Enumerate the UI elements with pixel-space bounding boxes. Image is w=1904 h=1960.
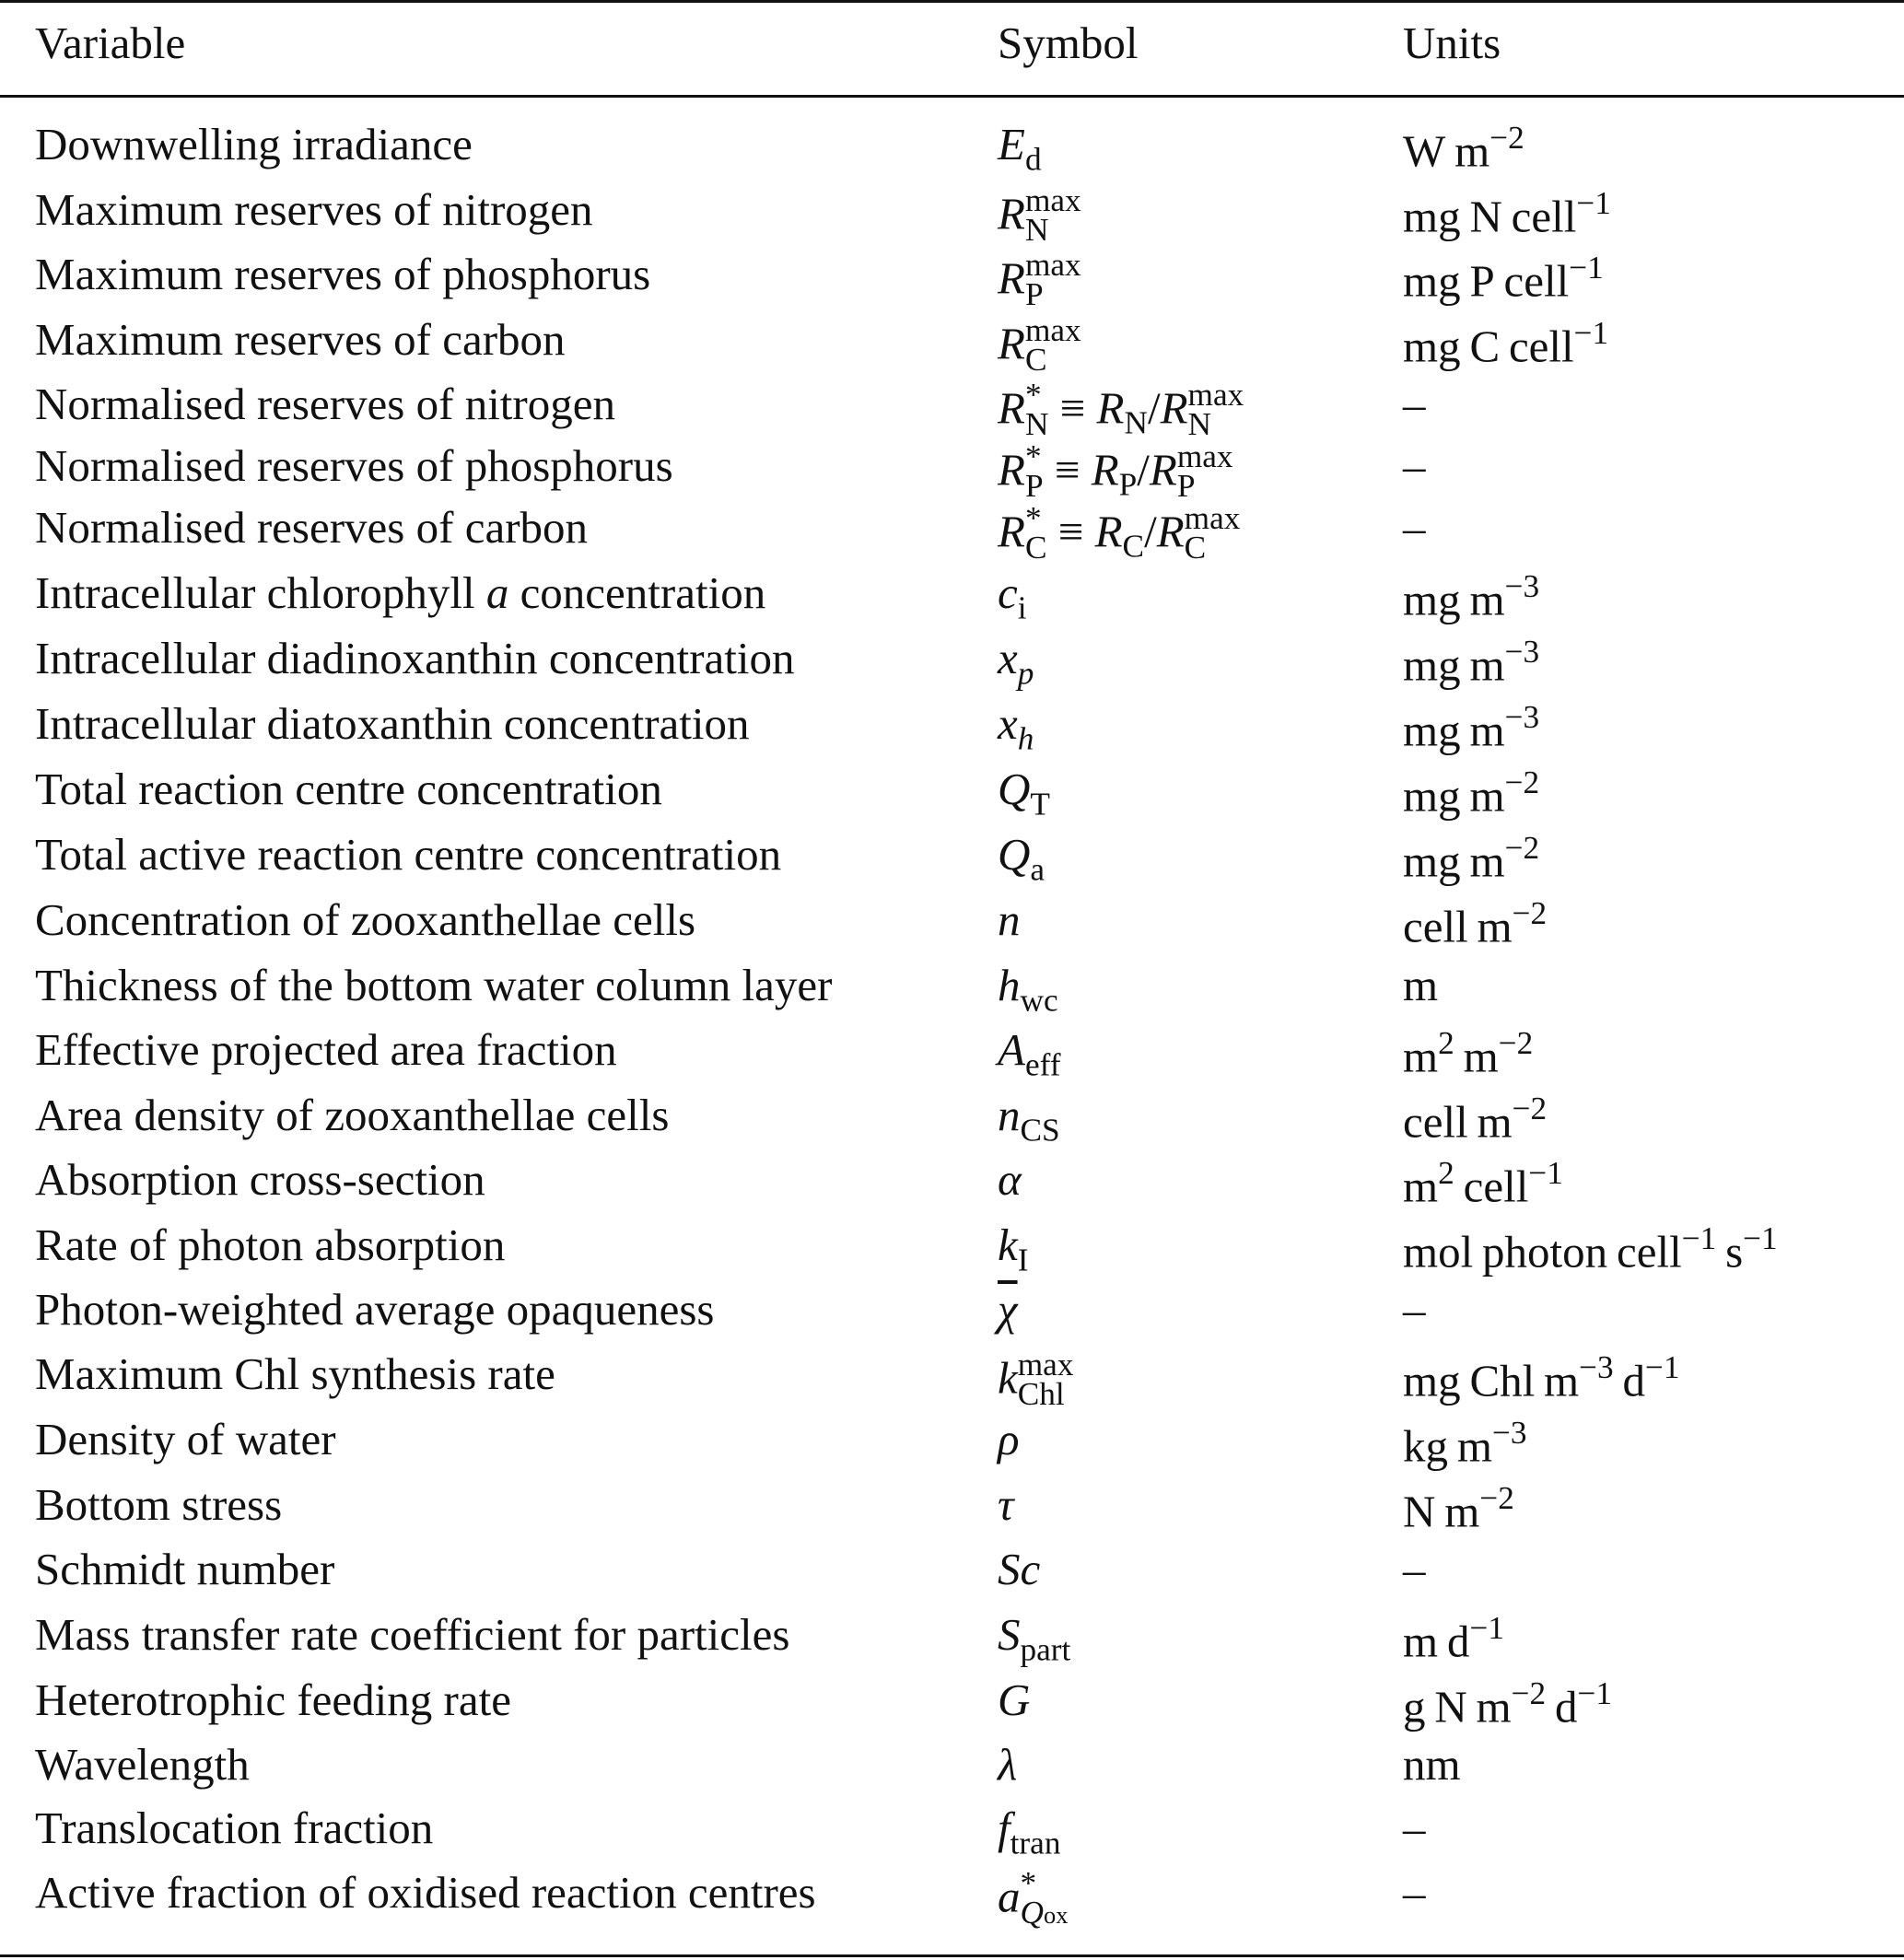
symbol-cell: $k_I$ xyxy=(998,1219,1029,1278)
table-row xyxy=(0,247,1904,317)
table-row xyxy=(0,1154,1904,1222)
variable-cell: Normalised reserves of nitrogen xyxy=(35,379,615,429)
symbol-cell: $Q_T$ xyxy=(998,764,1050,822)
units-cell: mg Chl $m^{-3}$ $d^{-1}$ xyxy=(1403,1349,1680,1406)
units-cell: $m^2$ cell$^{-1}$ xyxy=(1403,1155,1563,1212)
variable-cell: Intracellular diadinoxanthin concentration xyxy=(35,633,795,683)
units-cell: mg P cell$^{-1}$ xyxy=(1403,250,1604,307)
units-cell: – xyxy=(1403,440,1426,491)
variable-cell: Maximum reserves of nitrogen xyxy=(35,184,593,235)
table-row xyxy=(0,766,1904,832)
variable-cell: Translocation fraction xyxy=(35,1802,434,1853)
header-row xyxy=(0,0,1904,68)
unit-exponent: 2 xyxy=(1438,1155,1454,1191)
units-cell: mg $m^{-2}$ xyxy=(1403,764,1540,822)
units-cell: mg $m^{-3}$ xyxy=(1403,568,1540,625)
variable-cell: Schmidt number xyxy=(35,1544,335,1594)
table-row xyxy=(0,1546,1904,1612)
header-symbol: Symbol xyxy=(998,18,1139,68)
unit-exponent: −2 xyxy=(1512,895,1548,931)
variable-cell: Effective projected area fraction xyxy=(35,1024,617,1075)
units-cell: cell $m^{-2}$ xyxy=(1403,895,1548,952)
units-cell: nm xyxy=(1403,1739,1461,1790)
units-cell: cell $m^{-2}$ xyxy=(1403,1091,1548,1148)
variable-cell: Maximum reserves of carbon xyxy=(35,314,566,365)
unit-exponent: −1 xyxy=(1576,185,1611,221)
unit-exponent: −2 xyxy=(1498,1025,1534,1061)
table-row xyxy=(0,1865,1904,1935)
variable-cell: Downwelling irradiance xyxy=(35,119,473,169)
variable-cell: Heterotrophic feeding rate xyxy=(35,1674,511,1725)
table-row xyxy=(0,1284,1904,1352)
symbol-cell: α xyxy=(998,1154,1022,1205)
variable-cell: Photon-weighted average opaqueness xyxy=(35,1284,715,1335)
table-row xyxy=(0,1092,1904,1158)
symbol-cell: G xyxy=(998,1674,1031,1725)
table-row xyxy=(0,567,1904,636)
symbol-cell: $Q_a$ xyxy=(998,829,1045,888)
unit-exponent: −2 xyxy=(1489,120,1524,156)
units-cell: mg $m^{-3}$ xyxy=(1403,699,1540,756)
units-cell: – xyxy=(1403,1802,1426,1853)
variable-cell: Rate of photon absorption xyxy=(35,1219,506,1270)
symbol-cell: R max P xyxy=(998,247,1081,312)
units-cell: mg $m^{-2}$ xyxy=(1403,830,1540,887)
symbol-cell: $A_{eff}$ xyxy=(998,1024,1061,1083)
table-row xyxy=(0,1219,1904,1288)
unit-exponent: −3 xyxy=(1579,1349,1614,1385)
symbol-cell: $n_{CS}$ xyxy=(998,1090,1060,1149)
table-row xyxy=(0,633,1904,701)
symbol-cell: $f_{tran}$ xyxy=(998,1802,1061,1861)
unit-exponent: −1 xyxy=(1645,1349,1680,1385)
header-rule xyxy=(0,95,1904,98)
variable-cell: Intracellular chlorophyll a concentration xyxy=(35,567,766,618)
unit-exponent: −1 xyxy=(1469,1610,1504,1646)
unit-exponent: −3 xyxy=(1504,634,1540,670)
variable-cell: Area density of zooxanthellae cells xyxy=(35,1090,670,1140)
variable-cell: Active fraction of oxidised reaction centres xyxy=(35,1867,816,1918)
units-cell: $m^2$ $m^{-2}$ xyxy=(1403,1025,1534,1082)
unit-exponent: −2 xyxy=(1511,1675,1547,1711)
variable-cell: Bottom stress xyxy=(35,1479,283,1530)
symbol-cell: R * P ≡ $R_P/R$ max P xyxy=(998,438,1233,504)
symbol-cell: $E_d$ xyxy=(998,119,1042,178)
symbol-cell: n xyxy=(998,894,1021,945)
unit-exponent: 2 xyxy=(1438,1025,1454,1061)
units-cell: mol photon cell$^{-1}$ $s^{-1}$ xyxy=(1403,1220,1778,1278)
table-row xyxy=(0,698,1904,766)
units-cell: – xyxy=(1403,379,1426,429)
variable-cell: Thickness of the bottom water column layer xyxy=(35,960,833,1010)
units-cell: kg $m^{-3}$ xyxy=(1403,1415,1527,1472)
unit-exponent: −2 xyxy=(1512,1091,1548,1126)
unit-exponent: −1 xyxy=(1577,1675,1613,1711)
symbol-cell: a * Qox xyxy=(998,1865,1069,1931)
units-cell: N $m^{-2}$ xyxy=(1403,1480,1514,1537)
table-row xyxy=(0,312,1904,382)
symbol-cell: k max Chl xyxy=(998,1347,1074,1412)
symbol-cell: R max C xyxy=(998,312,1081,378)
table-row xyxy=(0,1739,1904,1807)
unit-exponent: −2 xyxy=(1479,1480,1514,1516)
table-row xyxy=(0,1024,1904,1092)
table-row xyxy=(0,119,1904,187)
unit-exponent: −1 xyxy=(1528,1155,1563,1191)
table-row xyxy=(0,1347,1904,1417)
symbol-cell: τ xyxy=(998,1479,1014,1530)
variable-cell: Total active reaction centre concentration xyxy=(35,829,782,880)
symbol-cell: $h_{wc}$ xyxy=(998,960,1058,1019)
header-units: Units xyxy=(1403,18,1501,68)
units-cell: mg N cell$^{-1}$ xyxy=(1403,185,1611,242)
symbol-cell: R * C ≡ $R_C/R$ max C xyxy=(998,500,1241,566)
symbol-cell: R * N ≡ $R_N/R$ max N xyxy=(998,377,1244,442)
table-row xyxy=(0,438,1904,508)
units-cell: mg $m^{-3}$ xyxy=(1403,634,1540,691)
unit-exponent: −3 xyxy=(1491,1415,1527,1451)
table-row xyxy=(0,182,1904,252)
variable-cell: Maximum Chl synthesis rate xyxy=(35,1348,555,1399)
variable-cell: Maximum reserves of phosphorus xyxy=(35,249,651,299)
symbol-cell: $S_{part}$ xyxy=(998,1609,1071,1668)
variable-cell: Absorption cross-section xyxy=(35,1154,485,1205)
unit-exponent: −1 xyxy=(1573,315,1609,351)
unit-exponent: −2 xyxy=(1504,830,1540,866)
table-row xyxy=(0,1802,1904,1871)
variable-cell: Intracellular diatoxanthin concentration xyxy=(35,698,750,749)
variable-cell: Mass transfer rate coefficient for particles xyxy=(35,1609,790,1660)
table-row xyxy=(0,1479,1904,1547)
unit-exponent: −2 xyxy=(1504,764,1540,800)
bottom-rule xyxy=(0,1954,1904,1957)
symbol-cell: $x_h$ xyxy=(998,698,1034,757)
unit-exponent: −1 xyxy=(1681,1220,1717,1256)
table-row xyxy=(0,1674,1904,1743)
units-cell: m xyxy=(1403,960,1439,1010)
variable-cell: Concentration of zooxanthellae cells xyxy=(35,894,696,945)
symbol-cell: λ xyxy=(998,1739,1018,1790)
units-cell: mg C cell$^{-1}$ xyxy=(1403,315,1609,372)
units-cell: – xyxy=(1403,1867,1426,1918)
symbol-cell: ρ xyxy=(998,1414,1020,1464)
symbol-cell: $x_p$ xyxy=(998,633,1034,692)
table-row xyxy=(0,1609,1904,1677)
table-row xyxy=(0,962,1904,1028)
unit-exponent: −1 xyxy=(1743,1220,1778,1256)
variable-cell: Normalised reserves of carbon xyxy=(35,502,589,553)
table-row xyxy=(0,377,1904,447)
unit-exponent: −1 xyxy=(1569,250,1604,286)
table-row xyxy=(0,500,1904,570)
unit-exponent: −3 xyxy=(1504,568,1540,604)
units-cell: – xyxy=(1403,502,1426,553)
variable-cell: Total reaction centre concentration xyxy=(35,764,662,814)
variable-cell: Wavelength xyxy=(35,1739,250,1790)
symbol-cell: R max N xyxy=(998,182,1081,248)
table-row xyxy=(0,1414,1904,1482)
unit-exponent: −3 xyxy=(1504,699,1540,735)
header-variable: Variable xyxy=(35,18,186,68)
variable-cell: Normalised reserves of phosphorus xyxy=(35,440,673,491)
table-row xyxy=(0,894,1904,962)
units-cell: – xyxy=(1403,1544,1426,1594)
variable-cell: Density of water xyxy=(35,1414,336,1464)
units-cell: g N $m^{-2}$ $d^{-1}$ xyxy=(1403,1675,1613,1732)
units-cell: – xyxy=(1403,1284,1426,1335)
units-cell: W $m^{-2}$ xyxy=(1403,120,1524,177)
symbol-cell: $c_i$ xyxy=(998,567,1027,626)
symbol-cell: Sc xyxy=(998,1544,1041,1594)
table-row xyxy=(0,829,1904,897)
symbol-cell: $\overline{\chi}$ xyxy=(998,1284,1018,1335)
units-cell: m $d^{-1}$ xyxy=(1403,1610,1504,1667)
